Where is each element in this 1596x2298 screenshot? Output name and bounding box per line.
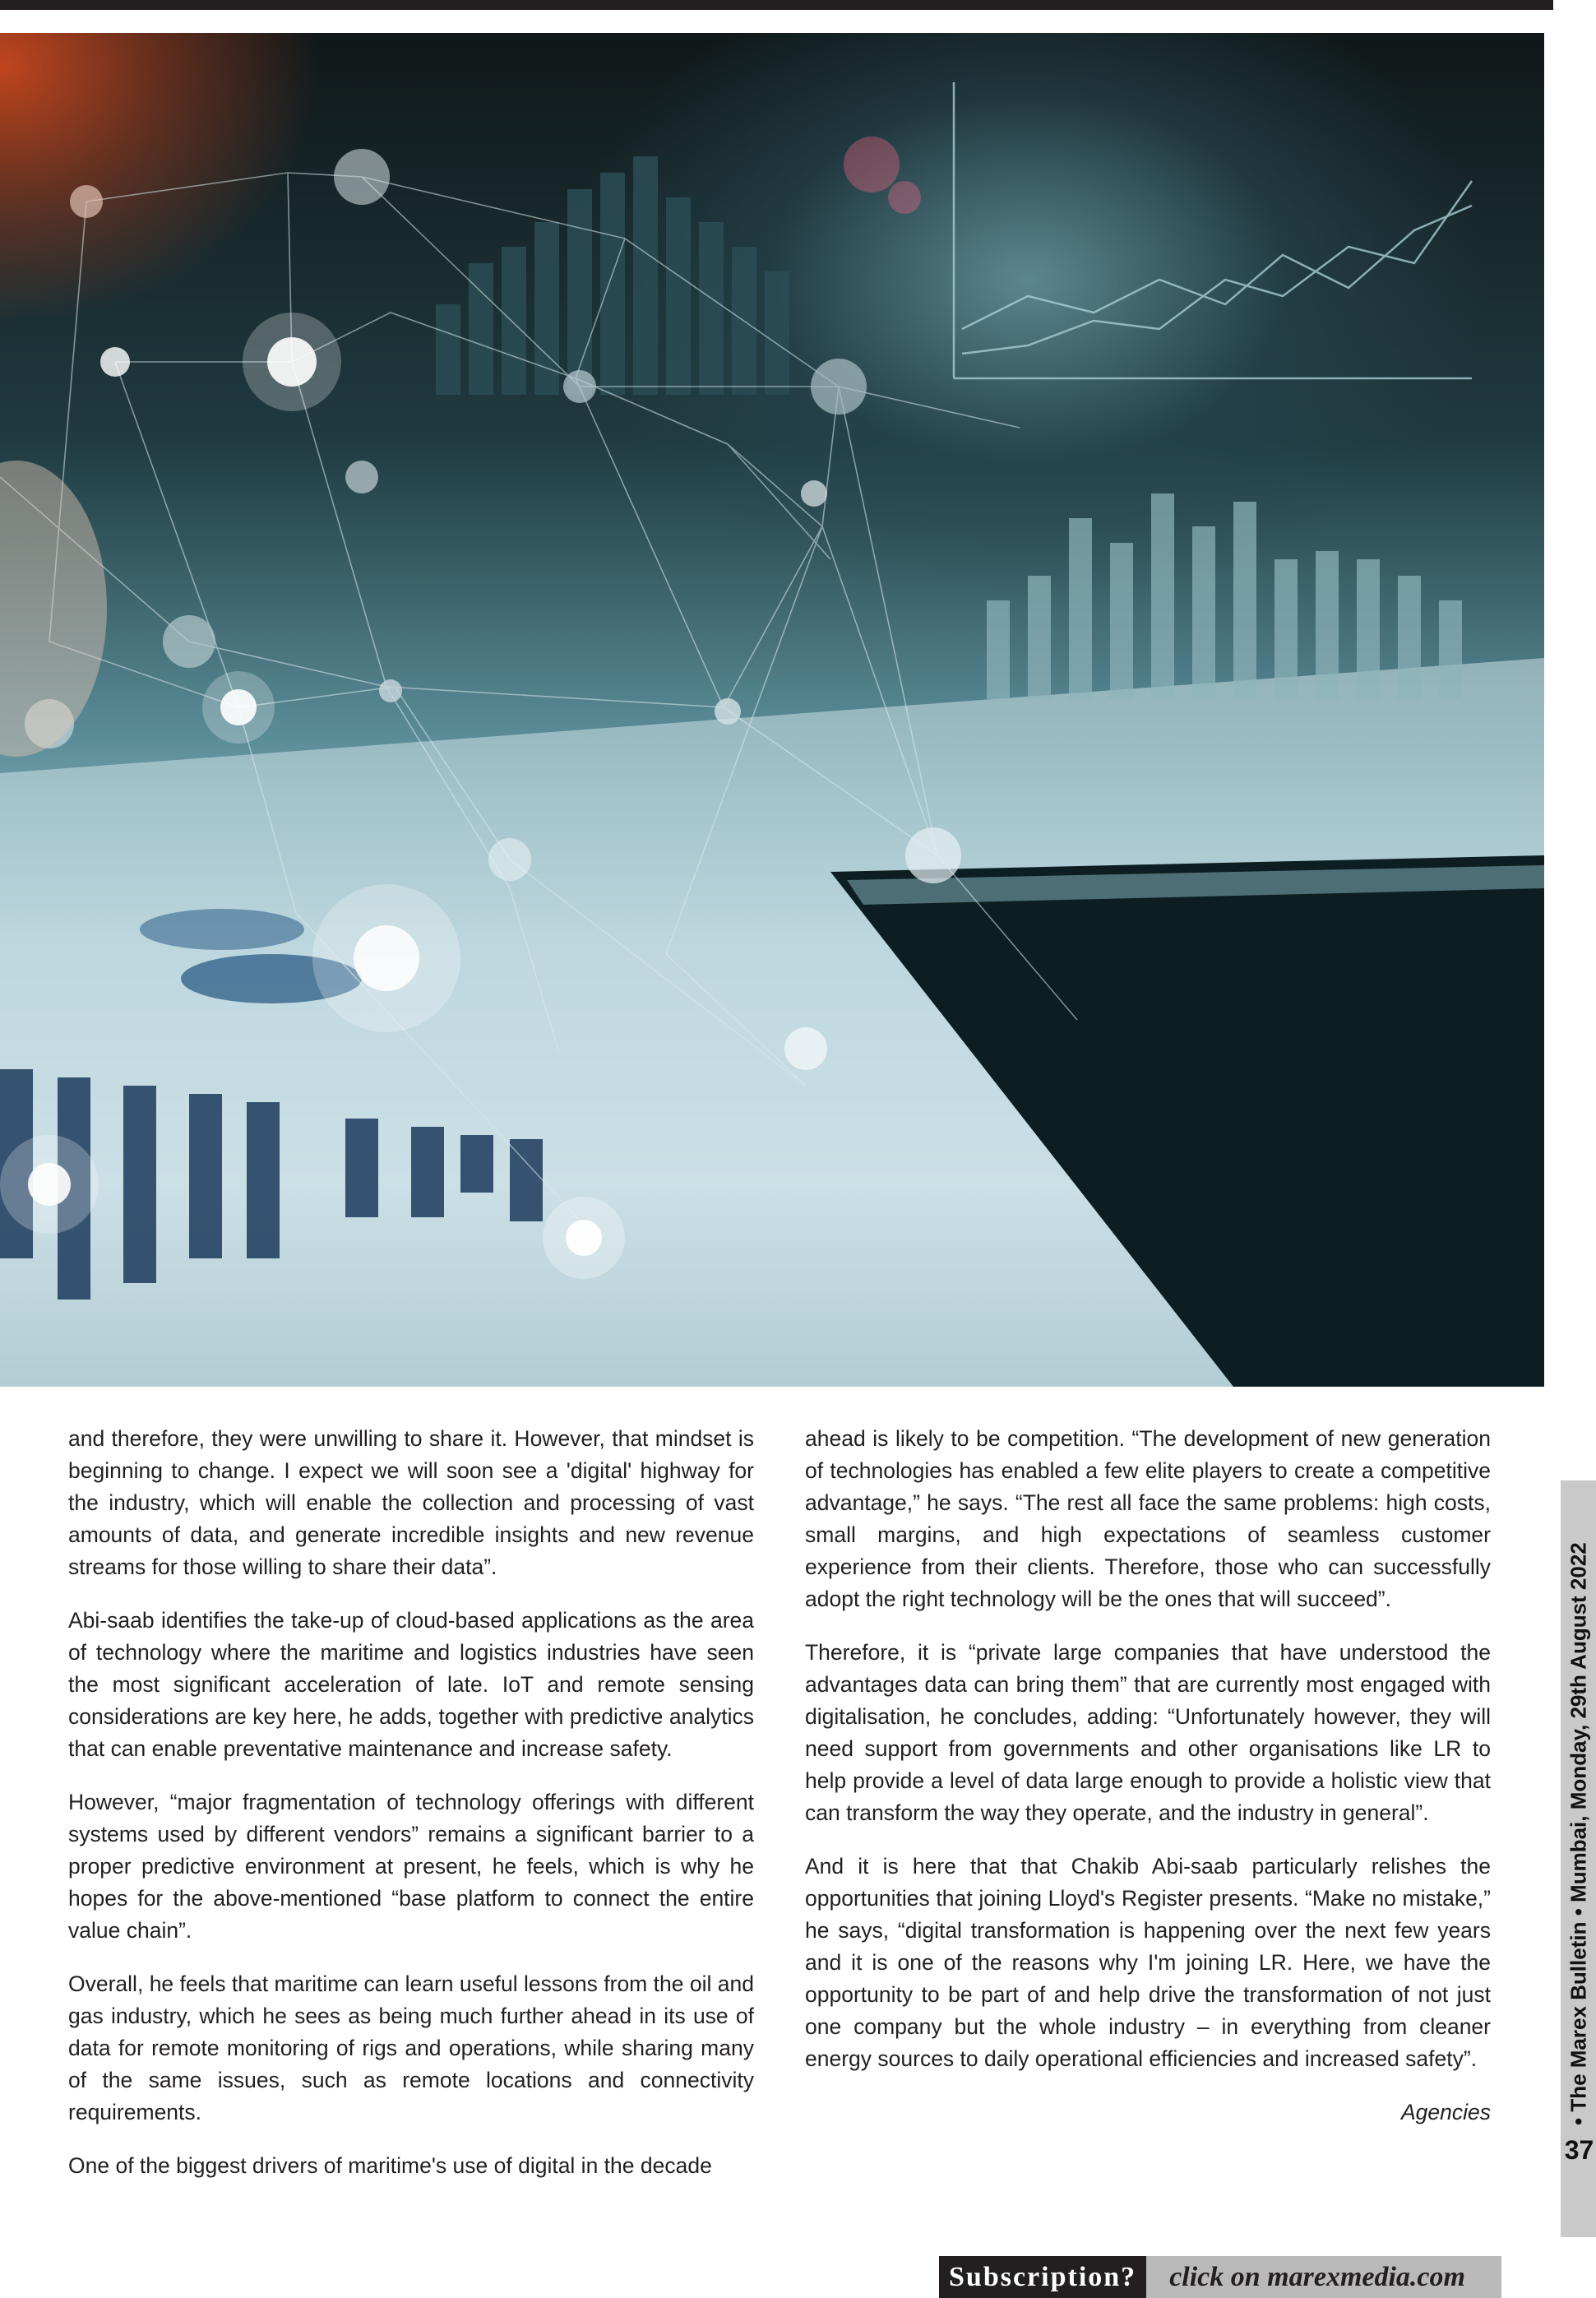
publication-line: • The Marex Bulletin • Mumbai, Monday, 29th August 2022 <box>1566 1542 1591 2126</box>
hero-illustration <box>0 33 1544 1387</box>
subscription-label: Subscription? <box>939 2256 1146 2298</box>
paragraph: However, “major fragmentation of technology offerings with different systems used by different vendors” remains a significant barrier to a proper predictive environment at present, he feels, which is why he hopes for the above-mentioned “base platform to connect the entire value chain”. <box>68 1790 754 1943</box>
article-column-left <box>68 1423 754 2203</box>
article-signature: Agencies <box>1400 2100 1491 2124</box>
dark-bar-chart <box>436 156 789 395</box>
subscription-link[interactable]: click on marexmedia.com <box>1146 2256 1501 2298</box>
paragraph: and therefore, they were unwilling to share it. However, that mindset is beginning to change. I expect we will soon see a 'digital' highway for the industry, which will enable the collection and processing of vast amounts of data, and generate incredible insights and new revenue streams for those willing to share their data”. <box>68 1426 754 1579</box>
paragraph: ahead is likely to be competition. “The development of new generation of technologies has enabled a few elite players to create a competitive advantage,” he says. “The rest all face the same problems: high costs, small margins, and high expectations of seamless customer experience from their clients. Therefore, those who can successfully adopt the right technology will be the ones that will succeed”. <box>805 1426 1491 1611</box>
paper-pie-chart-2 <box>140 909 304 950</box>
hand-blur <box>0 461 107 757</box>
article-body <box>68 1423 1491 2203</box>
paragraph: And it is here that that Chakib Abi-saab particularly relishes the opportunities that joining Lloyd's Register presents. “Make no mistake,” he says, “digital transformation is happening over the next few years and it is one of the reasons why I'm joining LR. Here, we have the opportunity to be part of and help drive the transformation of not just one company but the whole industry – in everything from cleaner energy sources to daily operational efficiencies and increased safety”. <box>805 1854 1491 2071</box>
top-rule <box>0 0 1553 10</box>
background-bar-chart <box>987 493 1462 699</box>
paragraph: One of the biggest drivers of maritime's use of digital in the decade <box>68 2153 712 2178</box>
page-number: 37 <box>1564 2135 1594 2165</box>
hero-image <box>0 33 1544 1387</box>
line-chart <box>954 82 1472 378</box>
article-column-right <box>805 1423 1491 2203</box>
subscription-banner <box>939 2256 1501 2298</box>
paragraph: Overall, he feels that maritime can learn useful lessons from the oil and gas industry, which he sees as being much further ahead in its use of data for remote monitoring of rigs and operations, while sharing many of the same issues, such as remote locations and connectivity requirements. <box>68 1971 754 2124</box>
paragraph: Abi-saab identifies the take-up of cloud-based applications as the area of technology where the maritime and logistics industries have seen the most significant acceleration of late. IoT and remote sensing considerations are key here, he adds, together with predictive analytics that can enable preventative maintenance and increase safety. <box>68 1608 754 1761</box>
paragraph: Therefore, it is “private large companies that have understood the advantages data can bring them” that are currently most engaged with digitalisation, he concludes, adding: “Unfortunately however, they will need support from governments and other organisations like LR to help provide a level of data large enough to provide a holistic view that can transform the way they operate, and the industry in general”. <box>805 1640 1491 1825</box>
